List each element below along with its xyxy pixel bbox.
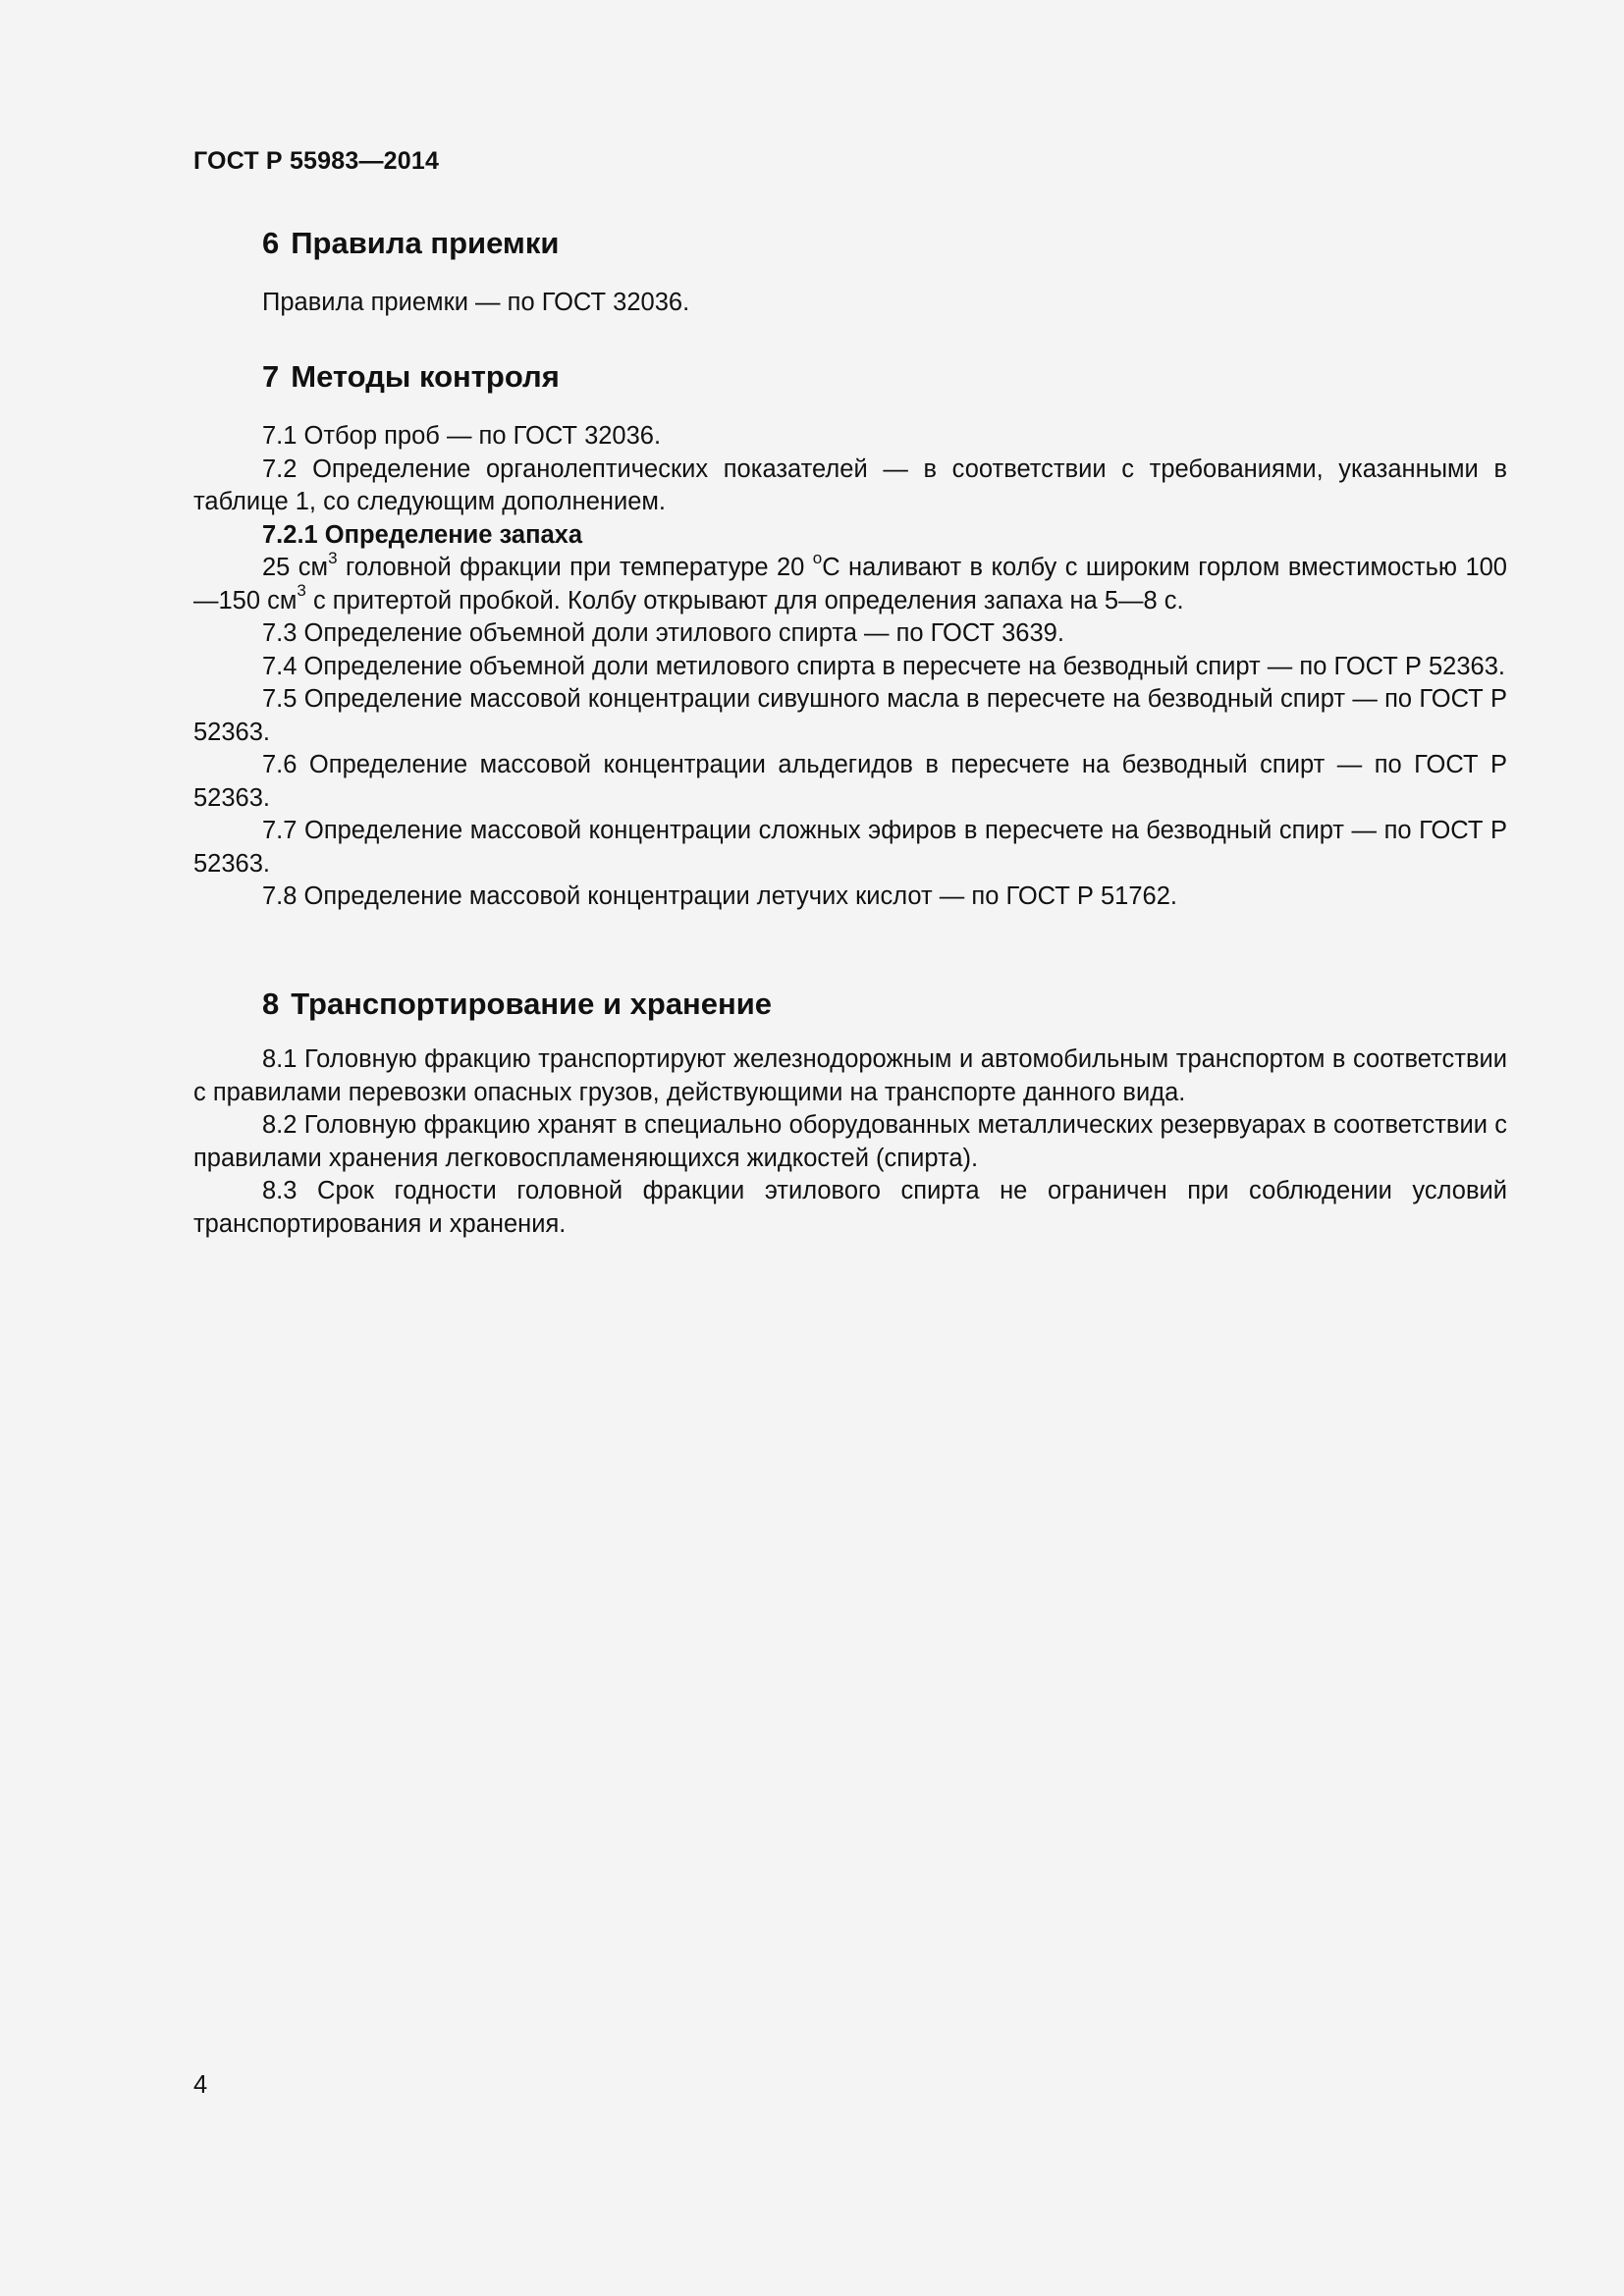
section-6-title: Правила приемки bbox=[291, 226, 560, 260]
superscript-cubic: 3 bbox=[328, 548, 338, 567]
section-7-paragraphs bbox=[193, 420, 1507, 914]
section-7-heading bbox=[262, 359, 560, 395]
document-code: ГОСТ Р 55983—2014 bbox=[193, 147, 440, 175]
section-6-text: Правила приемки — по ГОСТ 32036. bbox=[262, 289, 690, 316]
paragraph-8-2: 8.2 Головную фракцию хранят в специально оборудованных металлических резервуарах в соответствии с правилами хранения легковоспламеняющихся жидкостей (спирта). bbox=[193, 1111, 1507, 1172]
paragraph-7-8: 7.8 Определение массовой концентрации летучих кислот — по ГОСТ Р 51762. bbox=[262, 882, 1177, 910]
section-6-heading bbox=[262, 226, 559, 261]
paragraph-7-2-1 bbox=[193, 548, 1507, 617]
paragraph-8-1: 8.1 Головную фракцию транспортируют железнодорожным и автомобильным транспортом в соответствии с правилами перевозки опасных грузов, действующими на транспорте данного вида. bbox=[193, 1045, 1507, 1106]
paragraph-7-2-1-part2: головной фракции при температуре 20 bbox=[337, 554, 813, 581]
section-7-title: Методы контроля bbox=[291, 359, 560, 394]
section-8-number: 8 bbox=[262, 987, 280, 1021]
paragraph-7-7: 7.7 Определение массовой концентрации сложных эфиров в пересчете на безводный спирт — по ГОСТ Р 52363. bbox=[193, 817, 1507, 878]
paragraph-7-2-1-part1: 25 см bbox=[262, 554, 329, 581]
section-7-number: 7 bbox=[262, 359, 280, 394]
superscript-degree: о bbox=[812, 548, 823, 567]
paragraph-7-2-1-part4: с притертой пробкой. Колбу открывают для определения запаха на 5—8 с. bbox=[305, 586, 1184, 614]
paragraph-7-2-1-part3: С наливают в колбу с широким горлом вместимостью 100—150 см bbox=[193, 554, 1507, 614]
section-8-heading bbox=[262, 987, 772, 1022]
paragraph-7-4: 7.4 Определение объемной доли метилового спирта в пересчете на безводный спирт — по ГОСТ Р 52363. bbox=[262, 652, 1505, 680]
paragraph-7-3: 7.3 Определение объемной доли этилового спирта — по ГОСТ 3639. bbox=[262, 619, 1064, 647]
paragraph-7-6: 7.6 Определение массовой концентрации альдегидов в пересчете на безводный спирт — по ГОСТ Р 52363. bbox=[193, 751, 1507, 812]
paragraph-7-1: 7.1 Отбор проб — по ГОСТ 32036. bbox=[262, 422, 662, 450]
section-6-number: 6 bbox=[262, 226, 280, 260]
paragraph-8-3: 8.3 Срок годности головной фракции этилового спирта не ограничен при соблюдении условий транспортирования и хранения. bbox=[193, 1177, 1507, 1238]
section-8-title: Транспортирование и хранение bbox=[291, 987, 773, 1021]
subheading-7-2-1: 7.2.1 Определение запаха bbox=[262, 520, 583, 549]
paragraph-7-5: 7.5 Определение массовой концентрации сивушного масла в пересчете на безводный спирт — по ГОСТ Р 52363. bbox=[193, 685, 1507, 746]
paragraph-7-2: 7.2 Определение органолептических показателей — в соответствии с требованиями, указанными в таблице 1, со следующим дополнением. bbox=[193, 454, 1507, 515]
page-number: 4 bbox=[193, 2071, 208, 2099]
superscript-cubic: 3 bbox=[297, 581, 306, 600]
section-8-paragraphs bbox=[193, 1043, 1507, 1241]
